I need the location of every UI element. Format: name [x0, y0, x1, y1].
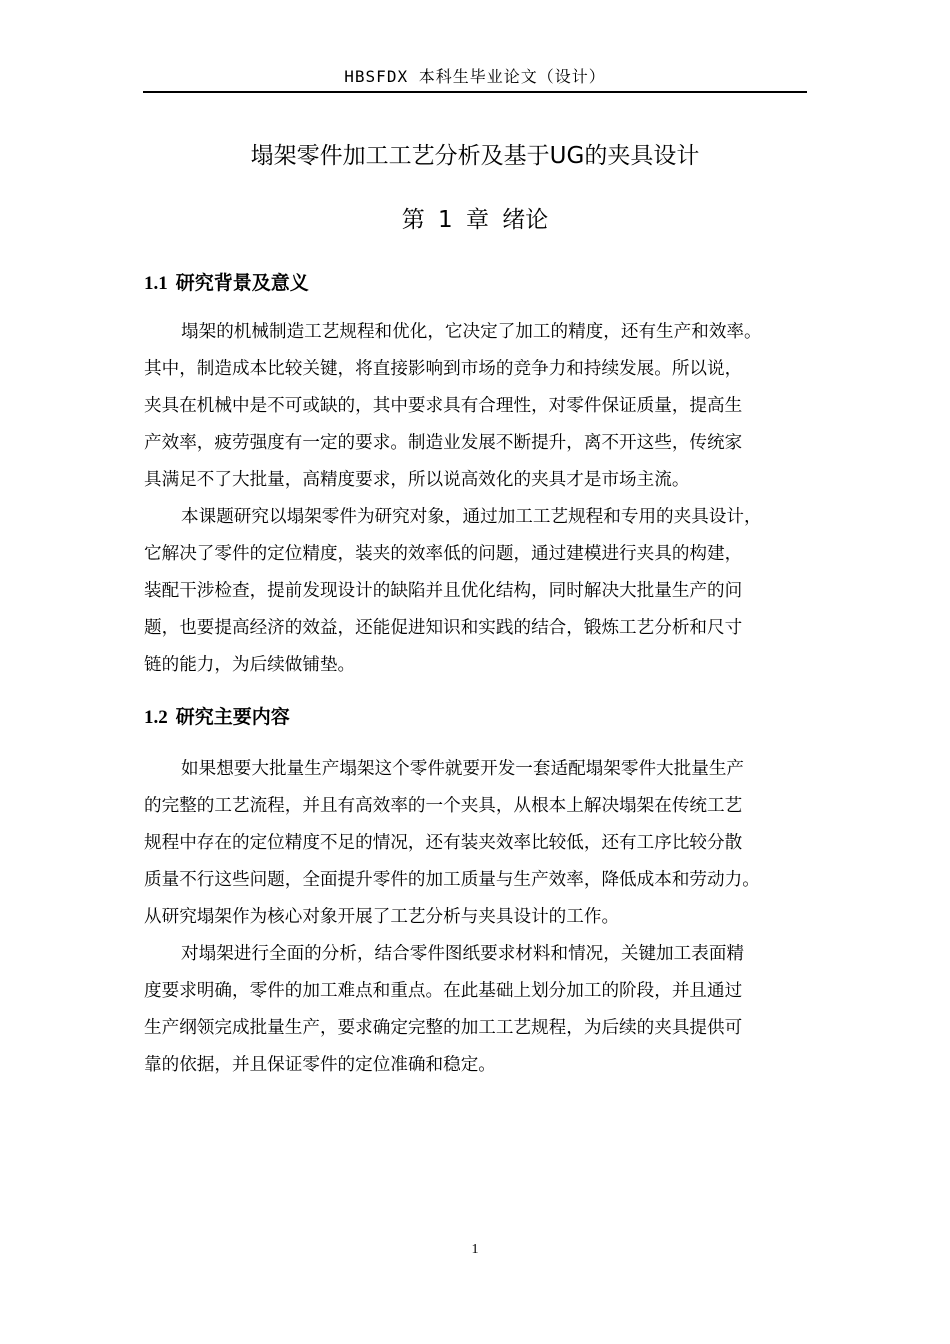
text-line: 装配干涉检查，提前发现设计的缺陷并且优化结构，同时解决大批量生产的问	[144, 581, 743, 601]
paragraph-1-1-b	[144, 499, 808, 684]
text-line: 链的能力，为后续做铺垫。	[144, 655, 356, 675]
text-line: 靠的依据，并且保证零件的定位准确和稳定。	[144, 1055, 496, 1075]
paragraph-1-1-a	[144, 314, 808, 499]
page-number: 1	[471, 1242, 479, 1257]
text-line: 夹具在机械中是不可或缺的，其中要求具有合理性，对零件保证质量，提高生	[144, 396, 743, 416]
text-line: 对塌架进行全面的分析，结合零件图纸要求材料和情况，关键加工表面精	[181, 944, 745, 964]
text-line: 塌架的机械制造工艺规程和优化，它决定了加工的精度，还有生产和效率。	[181, 322, 762, 342]
text-line: 质量不行这些问题，全面提升零件的加工质量与生产效率，降低成本和劳动力。	[144, 870, 760, 890]
section-heading-1-1	[144, 269, 309, 298]
text-line: 如果想要大批量生产塌架这个零件就要开发一套适配塌架零件大批量生产	[181, 759, 745, 779]
header-rule	[143, 91, 807, 93]
text-line: 具满足不了大批量，高精度要求，所以说高效化的夹具才是市场主流。	[144, 470, 690, 490]
section-number: 1.1	[144, 273, 168, 294]
text-line: 生产纲领完成批量生产，要求确定完整的加工工艺规程，为后续的夹具提供可	[144, 1018, 743, 1038]
text-line: 题，也要提高经济的效益，还能促进知识和实践的结合，锻炼工艺分析和尺寸	[144, 618, 743, 638]
section-number: 1.2	[144, 707, 168, 728]
chapter-title: 第 1 章 绪论	[401, 207, 549, 233]
text-line: 它解决了零件的定位精度，装夹的效率低的问题，通过建模进行夹具的构建，	[144, 544, 743, 564]
paragraph-1-2-a	[144, 751, 808, 936]
text-line: 度要求明确，零件的加工难点和重点。在此基础上划分加工的阶段，并且通过	[144, 981, 743, 1001]
text-line: 的完整的工艺流程，并且有高效率的一个夹具，从根本上解决塌架在传统工艺	[144, 796, 743, 816]
section-title: 研究主要内容	[175, 706, 290, 728]
section-heading-1-2	[144, 703, 290, 732]
section-title: 研究背景及意义	[175, 272, 309, 294]
running-header: HBSFDX 本科生毕业论文（设计）	[344, 67, 606, 86]
paper-title: 塌架零件加工工艺分析及基于UG的夹具设计	[250, 143, 700, 169]
text-line: 从研究塌架作为核心对象开展了工艺分析与夹具设计的工作。	[144, 907, 620, 927]
text-line: 规程中存在的定位精度不足的情况，还有装夹效率比较低，还有工序比较分散	[144, 833, 743, 853]
text-line: 本课题研究以塌架零件为研究对象，通过加工工艺规程和专用的夹具设计，	[181, 507, 762, 527]
paragraph-1-2-b	[144, 936, 808, 1084]
text-line: 其中，制造成本比较关键，将直接影响到市场的竞争力和持续发展。所以说，	[144, 359, 743, 379]
text-line: 产效率，疲劳强度有一定的要求。制造业发展不断提升，离不开这些，传统家	[144, 433, 743, 453]
